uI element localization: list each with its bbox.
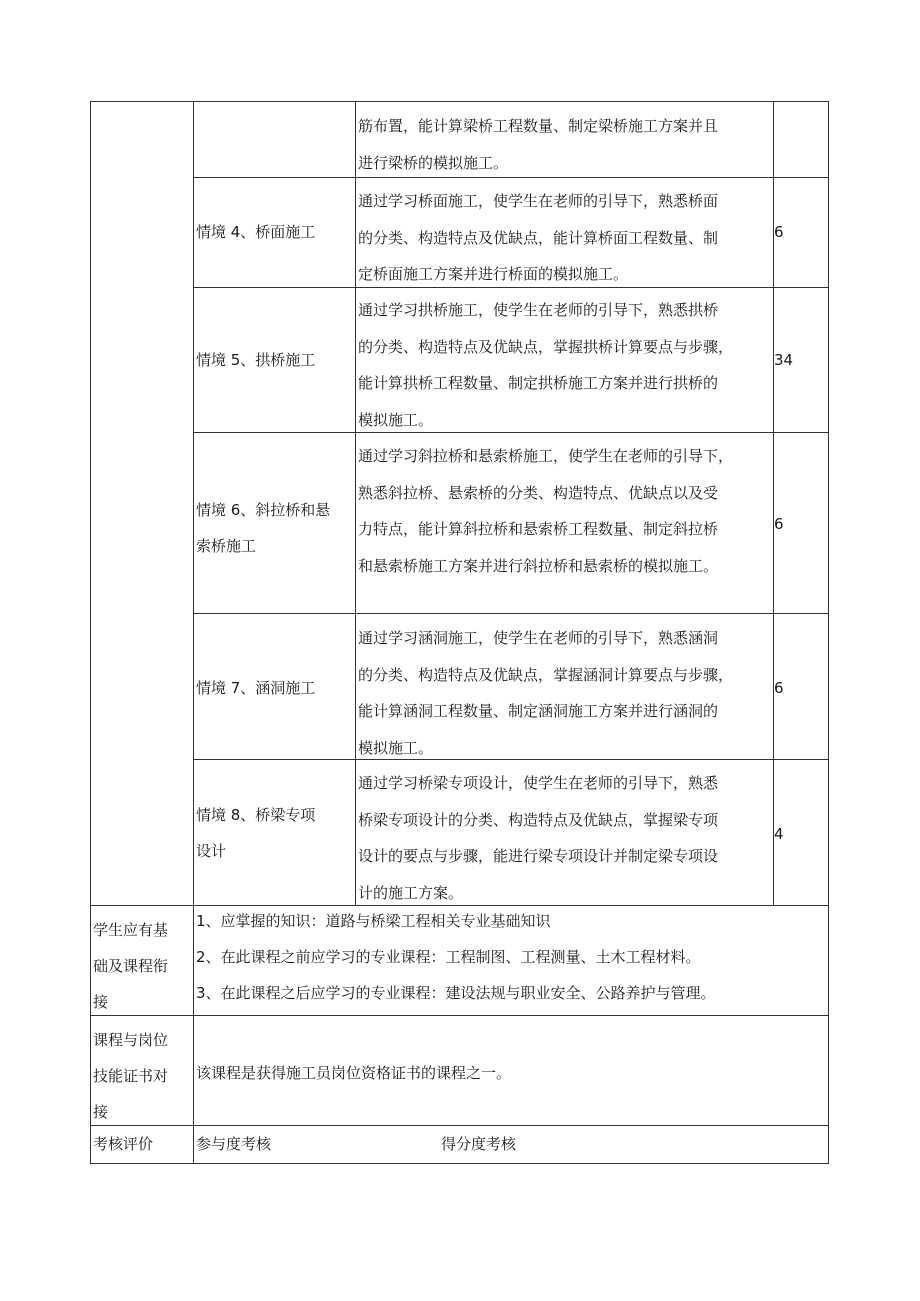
scenario-hours: 6 <box>774 515 784 533</box>
description-line: 能计算拱桥工程数量、制定拱桥施工方案并进行拱桥的 <box>358 374 719 392</box>
description-line: 能计算涵洞工程数量、制定涵洞施工方案并进行涵洞的 <box>358 702 719 720</box>
label-line: 学生应有基 <box>93 921 169 939</box>
description-line: 熟悉斜拉桥、悬索桥的分类、构造特点、优缺点以及受 <box>358 483 719 502</box>
scenario-description <box>358 292 733 438</box>
scenario-title-line: 情境 8、桥梁专项 <box>196 806 316 824</box>
description-line: 计的施工方案。 <box>358 883 464 902</box>
scenario-hours: 6 <box>774 223 784 241</box>
border-right <box>828 101 829 1164</box>
description-line: 设计的要点与步骤，能进行梁专项设计并制定梁专项设 <box>358 847 719 865</box>
scenario-title <box>196 342 315 378</box>
column-divider <box>355 101 356 906</box>
description-line: 的分类、构造特点及优缺点，掌握拱桥计算要点与步骤， <box>358 337 734 356</box>
scenario-title <box>196 214 315 250</box>
label-line: 接 <box>93 1103 109 1121</box>
column-divider <box>193 101 194 1164</box>
description-line: 通过学习拱桥施工，使学生在老师的引导下，熟悉拱桥 <box>358 301 719 319</box>
scenario-title-line: 索桥施工 <box>196 537 257 555</box>
prerequisites-label <box>93 912 168 1020</box>
description-line: 筋布置，能计算梁桥工程数量、制定梁桥施工方案并且 <box>358 117 719 135</box>
scenario-title-line: 情境 6、斜拉桥和悬 <box>196 501 331 519</box>
description-line: 通过学习涵洞施工，使学生在老师的引导下，熟悉涵洞 <box>358 629 719 647</box>
certificate-text: 该课程是获得施工员岗位资格证书的课程之一。 <box>196 1064 512 1082</box>
description-line: 模拟施工。 <box>358 410 434 429</box>
border-top <box>90 101 829 102</box>
description-line: 桥梁专项设计的分类、构造特点及优缺点，掌握梁专项 <box>358 810 719 829</box>
scenario-description <box>358 620 733 766</box>
description-line: 的分类、构造特点及优缺点，能计算桥面工程数量、制 <box>358 228 719 247</box>
description-line: 和悬索桥施工方案并进行斜拉桥和悬索桥的模拟施工。 <box>358 556 719 575</box>
scenario-description <box>358 183 718 293</box>
scenario-title-line: 情境 5、拱桥施工 <box>196 351 316 369</box>
scenario-hours: 34 <box>774 351 794 369</box>
scenario-description <box>358 765 718 911</box>
scenario-title <box>196 670 315 706</box>
prerequisite-item: 3、在此课程之后应学习的专业课程：建设法规与职业安全、公路养护与管理。 <box>196 984 716 1002</box>
scenario-title-line: 设计 <box>196 842 227 860</box>
assessment-participation: 参与度考核 <box>196 1135 272 1153</box>
row-divider <box>193 613 829 614</box>
label-line: 技能证书对 <box>93 1067 169 1085</box>
prerequisite-item: 1、应掌握的知识：道路与桥梁工程相关专业基础知识 <box>196 912 551 930</box>
assessment-label: 考核评价 <box>93 1135 154 1153</box>
scenario-hours: 4 <box>774 825 784 843</box>
scenario-title-line: 情境 7、涵洞施工 <box>196 679 316 697</box>
scenario-description <box>358 438 733 584</box>
scenario-title <box>196 492 330 564</box>
row-divider <box>90 1015 829 1016</box>
prerequisite-item: 2、在此课程之前应学习的专业课程：工程制图、工程测量、土木工程材料。 <box>196 948 701 966</box>
border-left <box>90 101 91 1164</box>
description-line: 通过学习桥面施工，使学生在老师的引导下，熟悉桥面 <box>358 192 719 210</box>
scenario-title-line: 情境 4、桥面施工 <box>196 223 316 241</box>
description-line: 定桥面施工方案并进行桥面的模拟施工。 <box>358 265 629 283</box>
scenario-title <box>196 797 315 869</box>
border-bottom <box>90 1163 829 1164</box>
description-line: 通过学习斜拉桥和悬索桥施工，使学生在老师的引导下， <box>358 447 734 465</box>
scenario-description <box>358 108 718 181</box>
description-line: 进行梁桥的模拟施工。 <box>358 153 509 172</box>
assessment-score: 得分度考核 <box>441 1135 517 1153</box>
label-line: 课程与岗位 <box>93 1031 169 1049</box>
certificate-label <box>93 1022 168 1130</box>
label-line: 础及课程衔 <box>93 957 169 975</box>
scenario-hours: 6 <box>774 679 784 697</box>
description-line: 通过学习桥梁专项设计，使学生在老师的引导下，熟悉 <box>358 774 719 792</box>
description-line: 的分类、构造特点及优缺点，掌握涵洞计算要点与步骤， <box>358 665 734 684</box>
description-line: 模拟施工。 <box>358 738 434 757</box>
prerequisites-content <box>196 903 716 1011</box>
label-line: 接 <box>93 993 109 1011</box>
description-line: 力特点，能计算斜拉桥和悬索桥工程数量、制定斜拉桥 <box>358 520 719 538</box>
